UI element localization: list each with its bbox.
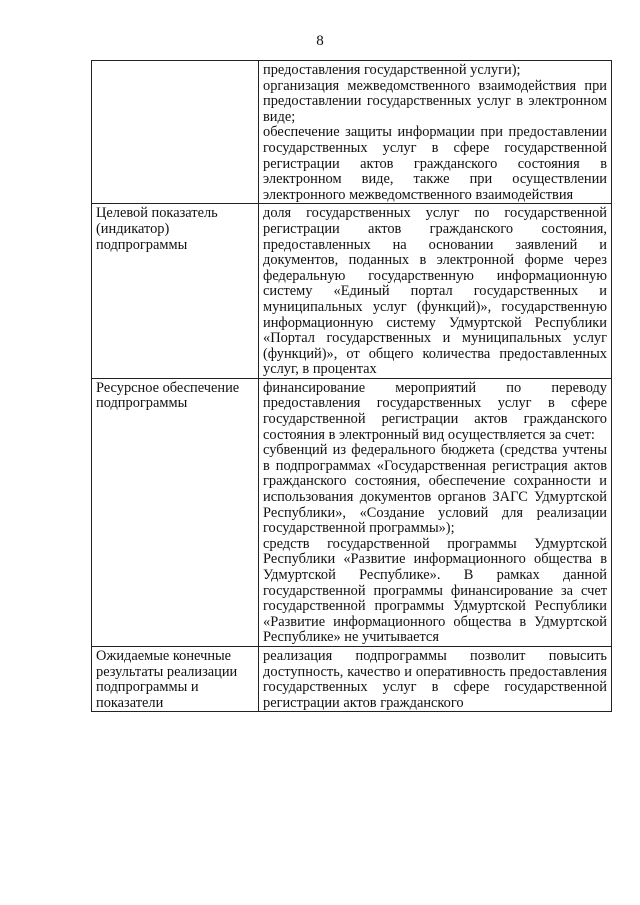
- table-row-continuation: [92, 61, 612, 204]
- table-row-expected-results: [92, 646, 612, 711]
- row-content: [259, 378, 612, 646]
- content-paragraph: доля государственных услуг по государственной регистрации актов гражданского состояния, предоставленных на основании заявлений и документов, поданных в электронной форме через федеральную государственную информационную систему «Единый портал государственных и муниципальных услуг (функций)», государственную информационную систему Удмуртской Республики «Портал государственных и муниципальных услуг (функций)», от общего количества предоставленных услуг, в процентах: [263, 205, 607, 378]
- row-content: [259, 204, 612, 379]
- row-label: [92, 61, 259, 204]
- subprogram-passport-table: [91, 60, 612, 712]
- row-content: [259, 646, 612, 711]
- content-paragraph: организация межведомственного взаимодействия при предоставлении государственных услуг в электронном виде;: [263, 77, 607, 125]
- row-label: Целевой показатель (индикатор) подпрограммы: [92, 204, 259, 379]
- row-label: Ресурсное обеспечение подпрограммы: [92, 378, 259, 646]
- table-row-resource-provision: [92, 378, 612, 646]
- content-paragraph: предоставления государственной услуги);: [263, 62, 521, 78]
- content-paragraph: средств государственной программы Удмуртской Республики «Развитие информационного общества в Удмуртской Республике». В рамках данной государственной программы финансирование за счет государственной программы Удмуртской Республики «Развитие информационного общества в Удмуртской Республике» не учитывается: [263, 535, 607, 646]
- page-number: 8: [316, 33, 324, 49]
- table-row-target-indicator: [92, 204, 612, 379]
- content-paragraph: субвенций из федерального бюджета (средства учтены в подпрограммах «Государственная регистрация актов гражданского состояния, обеспечение сохранности и использования документов органов ЗАГС Удмуртской Республики», «Создание условий для реализации государственной программы»);: [263, 442, 607, 537]
- row-label: Ожидаемые конечные результаты реализации подпрограммы и показатели: [92, 646, 259, 711]
- content-paragraph: обеспечение защиты информации при предоставлении государственных услуг в сфере государственной регистрации актов гражданского состояния в электронном виде, также при осуществлении электронного межведомственного взаимодействия: [263, 124, 607, 203]
- content-paragraph: финансирование мероприятий по переводу предоставления государственных услуг в сфере государственной регистрации актов гражданского состояния в электронный вид осуществляется за счет:: [263, 379, 607, 443]
- row-content: [259, 61, 612, 204]
- content-paragraph: реализация подпрограммы позволит повысить доступность, качество и оперативность предоставления государственных услуг в сфере государственной регистрации актов гражданского: [263, 647, 607, 711]
